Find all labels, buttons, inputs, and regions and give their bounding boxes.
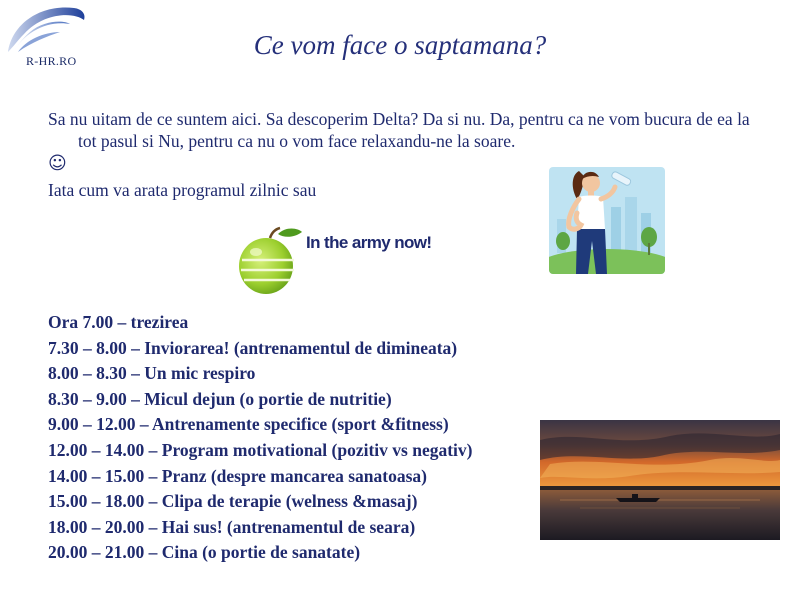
schedule-item: 8.00 – 8.30 – Un mic respiro [48,363,256,384]
daily-schedule [48,310,548,566]
delta-sunset-photo [540,420,780,540]
schedule-item: Ora 7.00 – trezirea [48,312,189,332]
intro-paragraph: Sa nu uitam de ce suntem aici. Sa descoperim Delta? Da si nu. Da, pentru ca ne vom bucura de ea la tot pasul si Nu, pentru ca nu o vom face relaxandu-ne la soare. ☺ [48,109,750,174]
schedule-item: 12.00 – 14.00 – Program motivational (pozitiv vs negativ) [48,439,473,460]
schedule-item: 7.30 – 8.00 – Inviorarea! (antrenamentul de dimineata) [48,337,458,358]
green-apple-icon [236,226,306,298]
logo-text: R-HR.RO [26,54,77,68]
schedule-item: 18.00 – 20.00 – Hai sus! (antrenamentul de seara) [48,516,416,537]
intro-paragraph-text: Sa nu uitam de ce suntem aici. Sa descoperim Delta? Da si nu. Da, pentru ca ne vom bucura de ea la tot pasul si Nu, pentru ca nu o vom face relaxandu-ne la soare. [48,109,750,151]
program-intro: Iata cum va arata programul zilnic sau [48,180,317,200]
schedule-item: 9.00 – 12.00 – Antrenamente specifice (sport &fitness) [48,414,449,435]
schedule-item: 20.00 – 21.00 – Cina (o portie de sanatate) [48,542,361,563]
schedule-item: 14.00 – 15.00 – Pranz (despre mancarea sanatoasa) [48,465,427,486]
woman-drinking-water-icon [549,167,665,274]
motto-text: In the army now! [306,233,432,252]
schedule-item: 8.30 – 9.00 – Micul dejun (o portie de nutritie) [48,388,392,409]
schedule-item: 15.00 – 18.00 – Clipa de terapie (welness &masaj) [48,491,418,512]
page-title: Ce vom face o saptamana? [253,30,547,60]
